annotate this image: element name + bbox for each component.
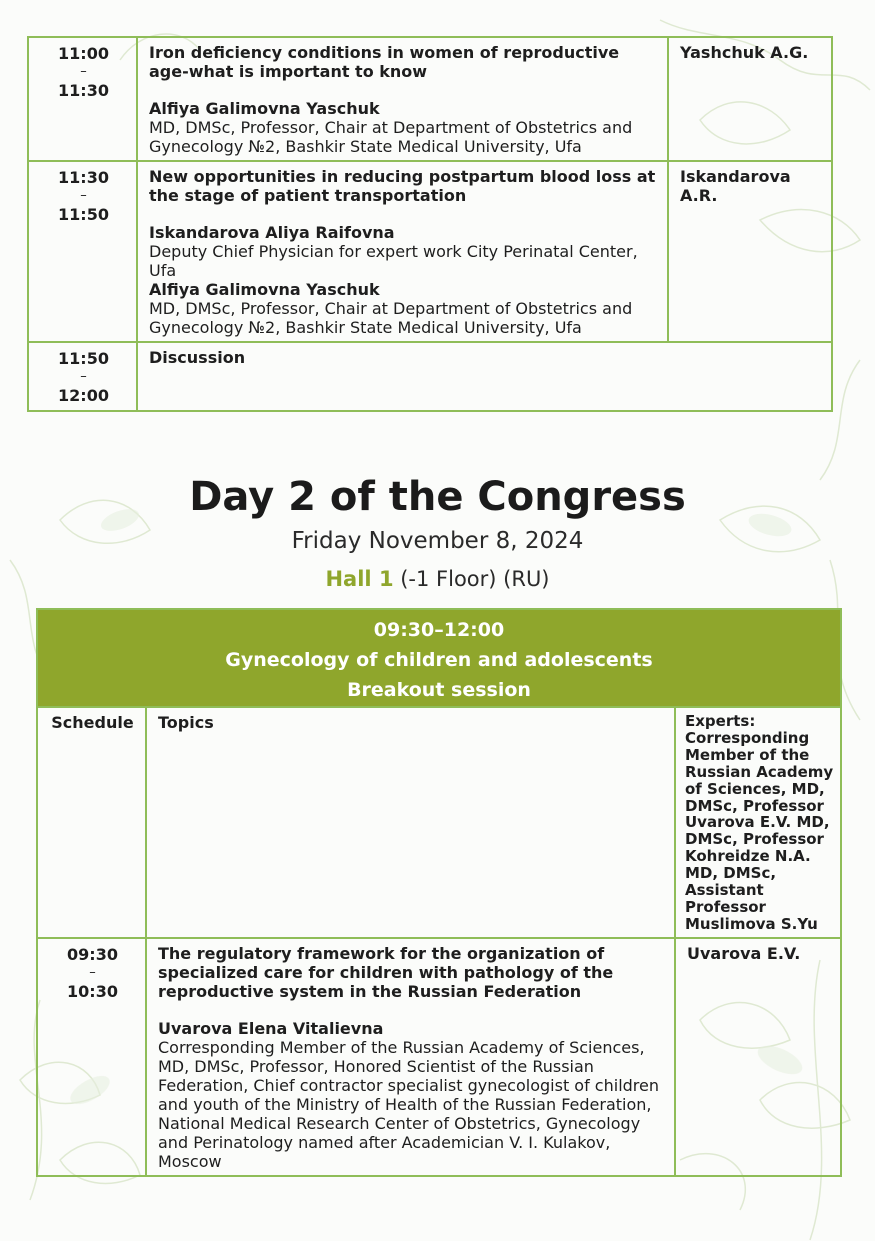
table-row: [28, 161, 832, 342]
talk-title: The regulatory framework for the organization of specialized care for children with pathology of the reproductive system in the Russian Federation: [158, 943, 614, 1001]
table-row: [28, 342, 832, 411]
expert-cell: Uvarova E.V.: [675, 938, 841, 1176]
column-header-topics: Topics: [146, 707, 675, 938]
column-header-schedule: Schedule: [37, 707, 146, 938]
schedule-table-session: [36, 608, 842, 1177]
speaker-name: Alfiya Galimovna Yaschuk: [149, 280, 380, 299]
time-cell: [28, 161, 137, 342]
expert-cell: Iskandarova A.R.: [668, 161, 832, 342]
time-cell: [37, 938, 146, 1176]
speaker-affiliation: Corresponding Member of the Russian Academy of Sciences, MD, DMSc, Professor, Honored Scientist of the Russian Federation, Chief contractor specialist gynecologist of children and youth of the Ministry of Health of the Russian Federation, National Medical Research Center of Obstetrics, Gynecology and Perinatology named after Academician V. I. Kulakov, Moscow: [158, 1037, 659, 1171]
column-header-row: [37, 707, 841, 938]
time-start: 11:30: [58, 168, 109, 187]
column-header-experts: Experts: Corresponding Member of the Russian Academy of Sciences, MD, DMSc, Professor Uvarova E.V. MD, DMSc, Professor Kohreidze N.A. MD, DMSc, Assistant Professor Muslimova S.Yu: [675, 707, 841, 938]
session-type: Breakout session: [347, 679, 531, 701]
talk-title: Discussion: [149, 348, 246, 367]
time-separator: –: [80, 64, 87, 79]
day-date: Friday November 8, 2024: [291, 528, 584, 554]
topic-cell: [146, 938, 675, 1176]
time-cell: [28, 37, 137, 161]
time-start: 11:00: [58, 44, 109, 63]
talk-title: Iron deficiency conditions in women of reproductive age-what is important to know: [149, 43, 620, 81]
time-end: 12:00: [58, 386, 109, 405]
hall-details: (-1 Floor) (RU): [393, 567, 550, 591]
time-separator: –: [89, 964, 96, 980]
session-header-row: [37, 609, 841, 707]
table-row: [28, 37, 832, 161]
session-header: [37, 609, 841, 707]
hall-line: [0, 564, 875, 594]
session-time: 09:30–12:00: [373, 619, 505, 641]
time-separator: –: [80, 188, 87, 203]
speaker-affiliation: MD, DMSc, Professor, Chair at Department of Obstetrics and Gynecology №2, Bashkir State Medical University, Ufa: [149, 118, 633, 156]
time-end: 10:30: [67, 981, 118, 1001]
session-name: Gynecology of children and adolescents: [225, 649, 653, 671]
speaker-name: Uvarova Elena Vitalievna: [158, 1018, 384, 1038]
speaker-affiliation: Deputy Chief Physician for expert work City Perinatal Center, Ufa: [149, 242, 638, 280]
talk-title: New opportunities in reducing postpartum blood loss at the stage of patient transportation: [149, 167, 656, 205]
speaker-name: Alfiya Galimovna Yaschuk: [149, 99, 380, 118]
time-separator: –: [80, 369, 87, 384]
expert-cell: Yashchuk A.G.: [668, 37, 832, 161]
day-title: Day 2 of the Congress: [189, 474, 686, 520]
topic-cell: [137, 37, 668, 161]
table-row: [37, 938, 841, 1176]
time-end: 11:50: [58, 205, 109, 224]
speaker-affiliation: MD, DMSc, Professor, Chair at Department of Obstetrics and Gynecology №2, Bashkir State Medical University, Ufa: [149, 299, 633, 337]
time-start: 09:30: [67, 944, 118, 964]
topic-cell: [137, 161, 668, 342]
time-end: 11:30: [58, 81, 109, 100]
time-cell: [28, 342, 137, 411]
hall-name: Hall 1: [325, 567, 394, 591]
speaker-name: Iskandarova Aliya Raifovna: [149, 223, 395, 242]
time-start: 11:50: [58, 349, 109, 368]
schedule-table-top: [27, 36, 833, 412]
topic-cell: [137, 342, 832, 411]
